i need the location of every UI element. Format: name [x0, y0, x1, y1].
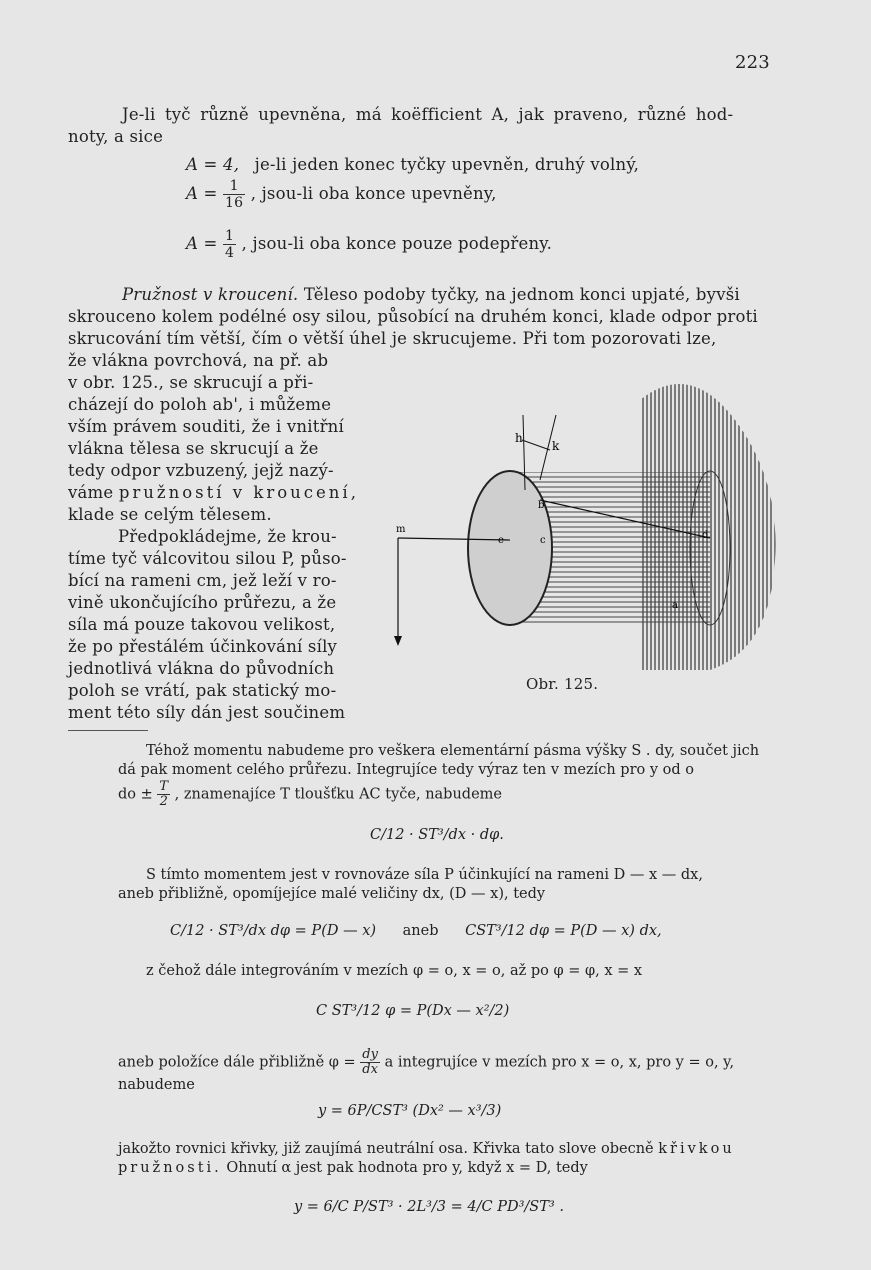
col-line-14: že po přestálém účinkování síly	[68, 637, 338, 656]
fig-label-a: a	[672, 600, 678, 611]
small-p4-b: a integrujíce v mezích pro x = o, x, pro y = o, y,	[384, 1054, 735, 1071]
small-p5-line-1-a: jakožto rovnici křivky, již zaujímá neutrální osa. Křivka tato slove obecně	[118, 1141, 654, 1157]
small-p4-line-1	[118, 1048, 734, 1077]
col-line-9: Předpokládejme, že krou-	[118, 527, 337, 546]
small-p5-line-1	[118, 1140, 735, 1159]
small-p3: z čehož dále integrováním v mezích φ = o, x = o, až po φ = φ, x = x	[146, 963, 643, 979]
case-1-lhs: A = 4,	[186, 155, 240, 174]
col-line-5: vlákna tělesa se skrucují a že	[68, 439, 319, 458]
term-elasticity: pružnosti.	[118, 1160, 222, 1176]
section-title: Pružnost v kroucení.	[122, 285, 299, 304]
equation-2-right: CST³/12 dφ = P(D — x) dx,	[465, 923, 662, 939]
col-line-4: vším právem souditi, že i vnitřní	[68, 417, 344, 436]
section-line-2: skrouceno kolem podélné osy silou, působící na druhém konci, klade odpor proti	[68, 307, 758, 326]
case-3-text: , jsou-li oba konce pouze podepřeny.	[241, 234, 553, 253]
col-line-7-a: váme	[68, 483, 114, 502]
col-line-10: tíme tyč válcovitou silou P, půso-	[68, 549, 347, 568]
half-thickness-fraction	[157, 780, 170, 809]
equation-2-conjunction: aneb	[402, 923, 439, 939]
fig-label-b: b	[538, 500, 545, 511]
col-line-12: vině ukončujícího průřezu, a že	[68, 593, 337, 612]
equation-4: y = 6P/CST³ (Dx² — x³/3)	[318, 1103, 502, 1119]
fig-label-e: e	[498, 535, 504, 546]
case-1-text: je-li jeden konec tyčky upevněn, druhý volný,	[254, 155, 640, 174]
fig-label-c: c	[540, 535, 546, 546]
small-p1-line-3	[118, 780, 502, 809]
case-2-lhs: A =	[186, 184, 218, 203]
small-p4-line-2: nabudeme	[118, 1077, 195, 1093]
slope-den: dx	[362, 1062, 378, 1077]
case-3-fraction	[223, 228, 236, 261]
small-p5-line-2-b: Ohnutí α jest pak hodnota pro y, když x = D, tedy	[226, 1160, 588, 1176]
cylinder-end-face	[468, 471, 552, 625]
fig-label-h: h	[515, 431, 523, 445]
col-line-3: cházejí do poloh ab', i můžeme	[68, 395, 332, 414]
equation-5: y = 6/C P/ST³ · 2L³/3 = 4/C PD³/ST³ .	[294, 1199, 564, 1215]
small-p1-line-3-b: , znamenajíce T tloušťku AC tyče, nabudeme	[174, 786, 502, 803]
section-line-3: skrucování tím větší, čím o větší úhel je skrucujeme. Při tom pozorovati lze,	[68, 329, 717, 348]
figure-caption: Obr. 125.	[526, 675, 599, 693]
slope-fraction	[360, 1048, 380, 1077]
col-line-11: bící na rameni cm, jež leží v ro-	[68, 571, 337, 590]
fig-label-m: m	[396, 524, 406, 535]
case-2-fraction	[223, 178, 245, 211]
case-2	[186, 178, 497, 211]
case-2-den: 16	[225, 195, 244, 211]
equation-2	[170, 922, 662, 941]
col-line-15: jednotlivá vlákna do původních	[68, 659, 335, 678]
hk-connector	[522, 440, 550, 450]
term-torsion-elasticity: pružností v kroucení,	[118, 483, 359, 502]
intro-line-1: Je-li tyč různě upevněna, má koëfficient A, jak praveno, různé hod-	[122, 105, 734, 124]
fig-label-d: d	[702, 530, 709, 541]
col-line-1: že vlákna povrchová, na př. ab	[68, 351, 329, 370]
small-p4-a: aneb položíce dále přibližně φ =	[118, 1054, 356, 1071]
equation-2-left: C/12 · ST³/dx dφ = P(D — x)	[170, 923, 377, 939]
half-thickness-den: 2	[159, 794, 168, 809]
col-line-16: poloh se vrátí, pak statický mo-	[68, 681, 337, 700]
case-3-num: 1	[225, 228, 235, 244]
case-3	[186, 228, 552, 261]
small-p5-line-2	[118, 1159, 588, 1178]
slope-num: dy	[362, 1047, 378, 1062]
intro-line-2: noty, a sice	[68, 127, 164, 146]
page-number: 223	[735, 52, 770, 73]
col-line-17: ment této síly dán jest součinem	[68, 703, 346, 722]
equation-3: C ST³/12 φ = P(Dx — x²/2)	[316, 1003, 510, 1019]
force-arrow-head	[394, 636, 402, 646]
small-p1-line-1: Téhož momentu nabudeme pro veškera elementární pásma výšky S . dy, součet jich	[146, 743, 760, 759]
col-line-8: klade se celým tělesem.	[68, 505, 272, 524]
fig-label-k: k	[552, 439, 560, 453]
col-line-2: v obr. 125., se skrucují a při-	[68, 373, 314, 392]
case-3-lhs: A =	[186, 234, 218, 253]
small-p1-line-3-a: do ±	[118, 786, 153, 803]
col-line-13: síla má pouze takovou velikost,	[68, 615, 336, 634]
case-1	[186, 154, 639, 175]
section-line-1-rest: Těleso podoby tyčky, na jednom konci upjaté, byvši	[303, 285, 740, 304]
term-elastic-curve: křivkou	[658, 1141, 735, 1157]
section-line-1	[122, 284, 740, 305]
half-thickness-num: T	[159, 779, 169, 794]
equation-1: C/12 · ST³/dx · dφ.	[370, 827, 504, 843]
small-p2-line-2: aneb přibližně, opomíjejíce malé veličiny dx, (D — x), tedy	[118, 886, 546, 902]
figure-cylinder-torsion	[390, 360, 790, 680]
col-line-6: tedy odpor vzbuzený, jejž nazý-	[68, 461, 334, 480]
small-p2-line-1: S tímto momentem jest v rovnováze síla P účinkující na rameni D — x — dx,	[146, 867, 703, 883]
small-p1-line-2: dá pak moment celého průřezu. Integrujíce tedy výraz ten v mezích pro y od o	[118, 762, 695, 778]
case-3-den: 4	[225, 245, 235, 261]
col-line-7	[68, 482, 359, 503]
case-2-text: , jsou-li oba konce upevněny,	[250, 184, 497, 203]
section-divider	[68, 730, 148, 731]
case-2-num: 1	[223, 178, 245, 195]
